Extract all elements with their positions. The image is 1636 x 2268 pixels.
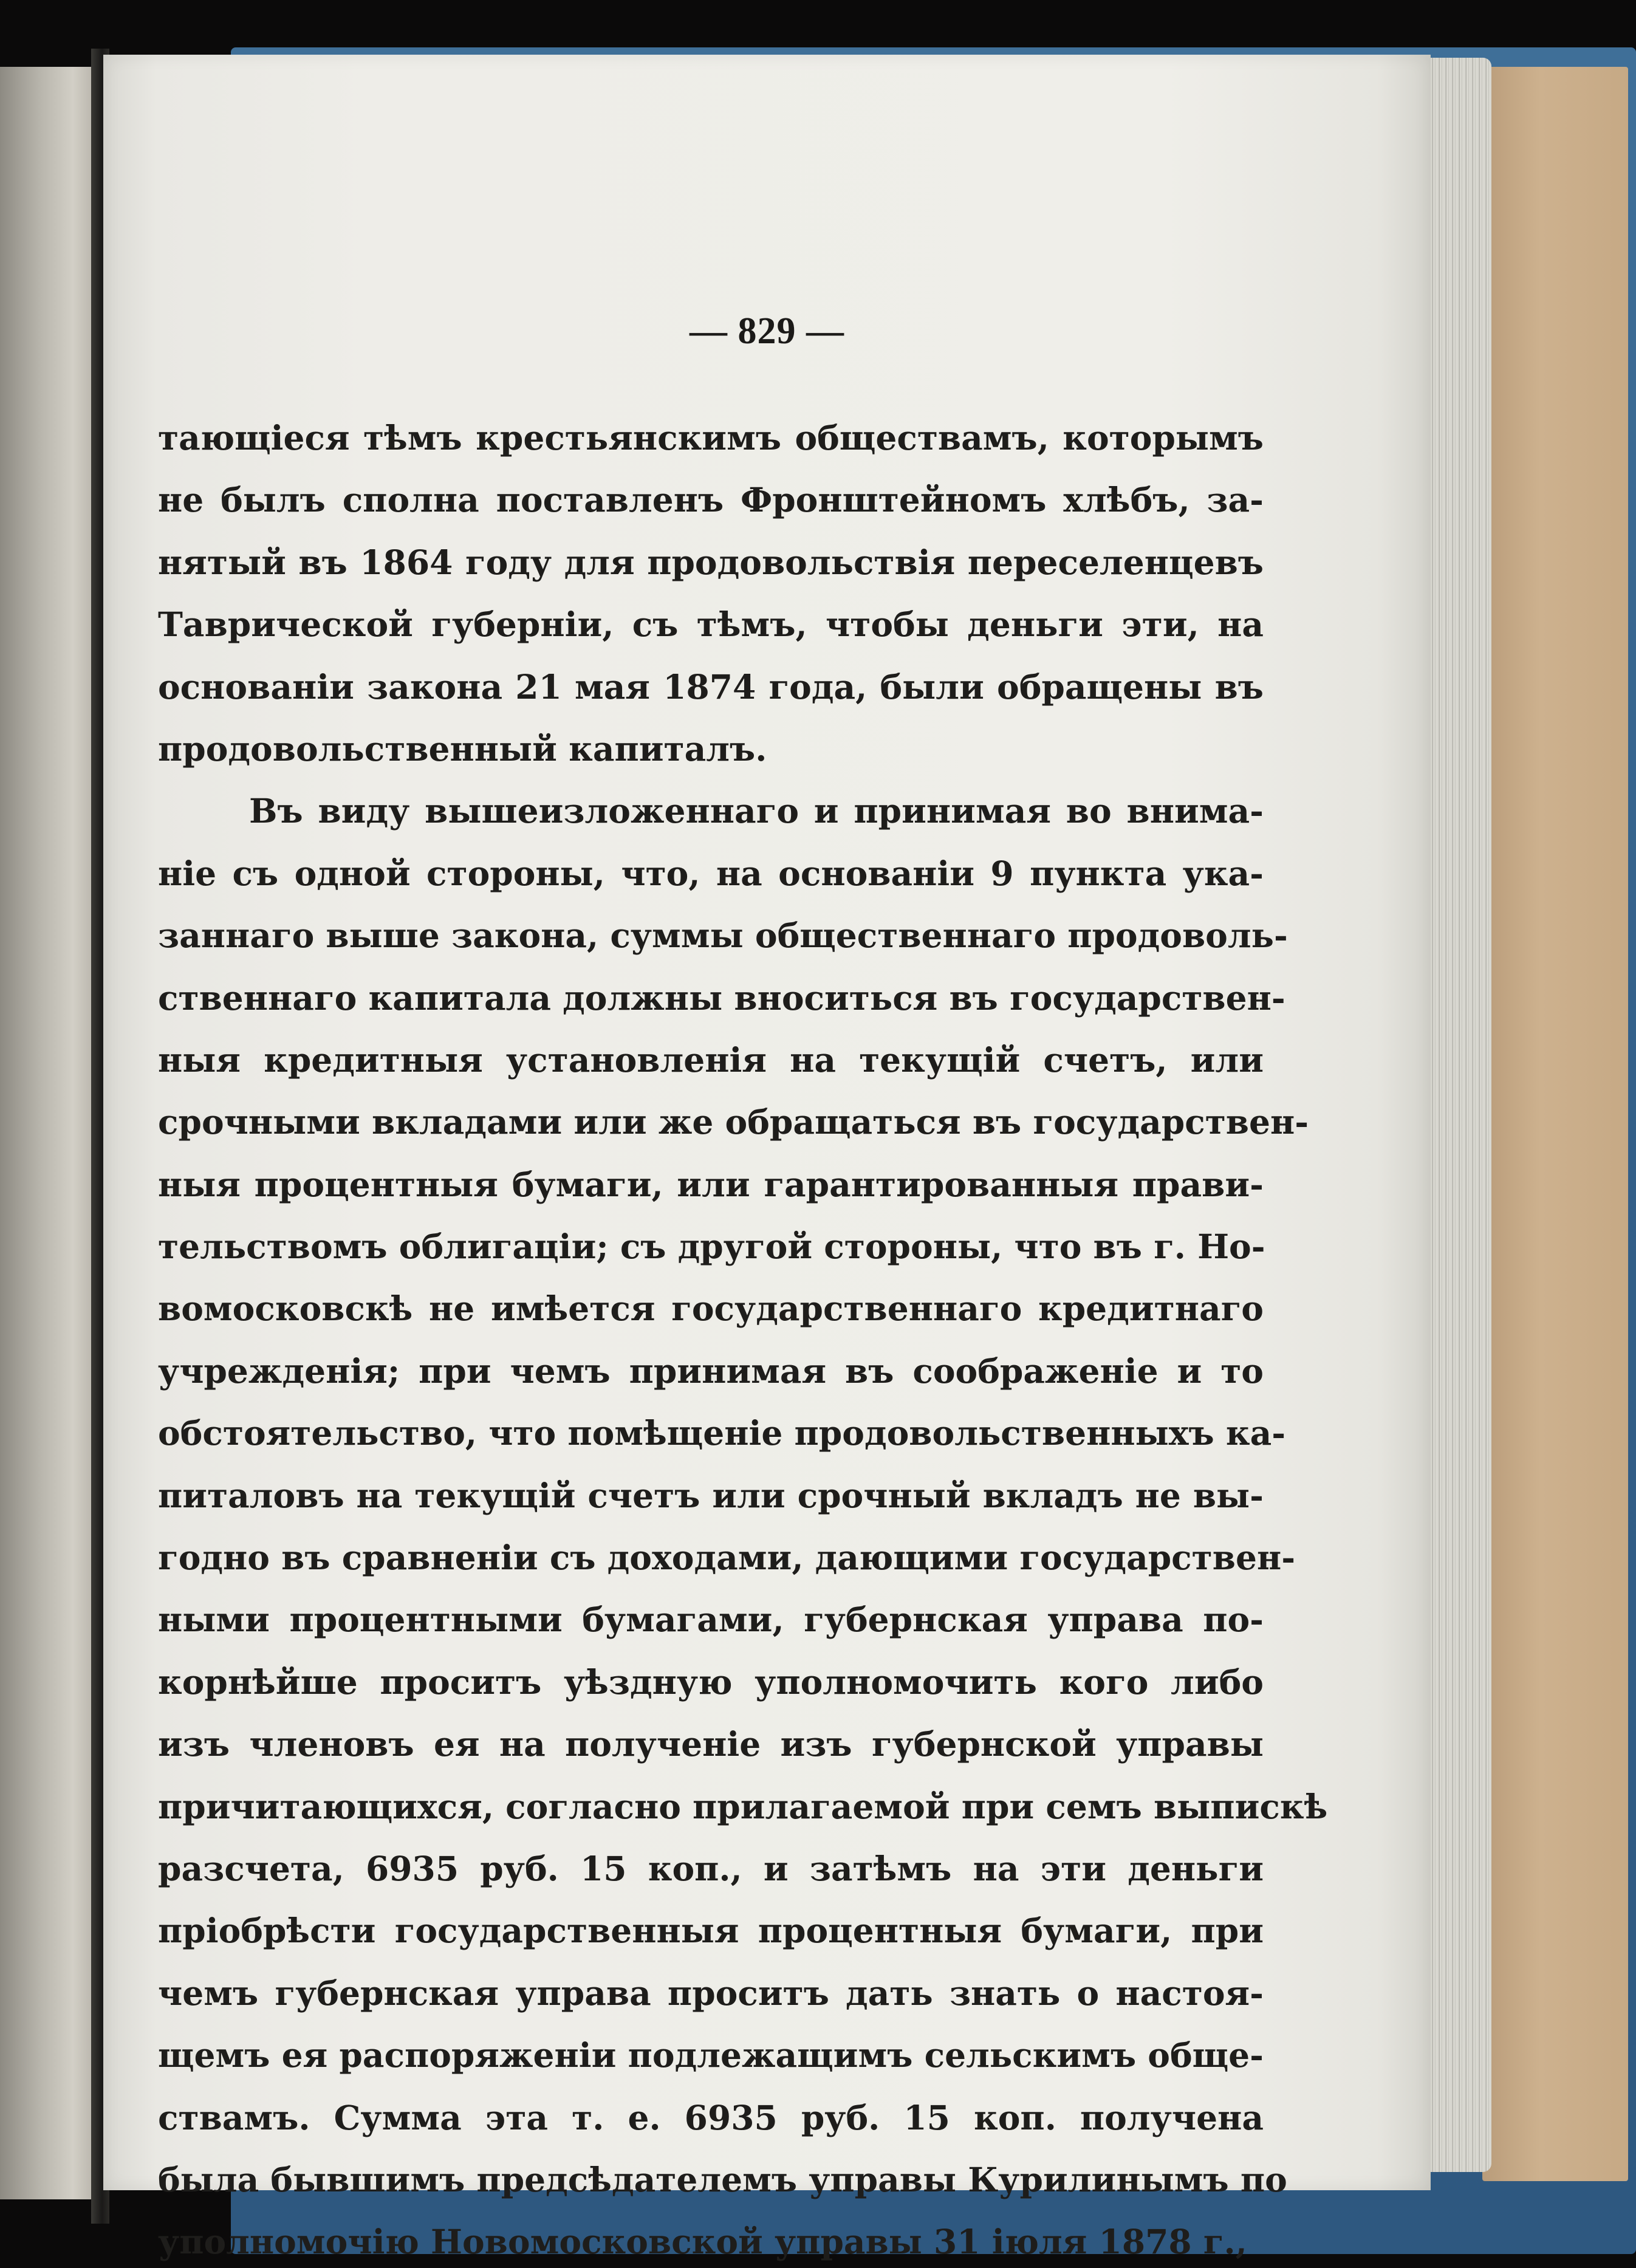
text-line: причитающихся, согласно прилагаемой при семъ выпискѣ bbox=[158, 1786, 1328, 1826]
text-line: продовольственный капиталъ. bbox=[158, 728, 767, 769]
text-line: срочными вкладами или же обращаться въ государствен- bbox=[158, 1102, 1309, 1142]
text-line: не былъ сполна поставленъ Фронштейномъ хлѣбъ, за- bbox=[158, 480, 1264, 520]
text-line: ныя процентныя бумаги, или гарантированныя прави- bbox=[158, 1164, 1264, 1204]
text-line: вомосковскѣ не имѣется государственнаго кредитнаго bbox=[158, 1289, 1264, 1329]
text-line: ныя кредитныя установленія на текущій счетъ, или bbox=[158, 1040, 1264, 1080]
text-line: обстоятельство, что помѣщеніе продовольственныхъ ка- bbox=[158, 1413, 1286, 1453]
body-text bbox=[158, 407, 1328, 2268]
text-line: изъ членовъ ея на полученіе изъ губернской управы bbox=[158, 1724, 1264, 1764]
text-line: тельствомъ облигаціи; съ другой стороны, что въ г. Но- bbox=[158, 1227, 1265, 1267]
text-line: основаніи закона 21 мая 1874 года, были обращены въ bbox=[158, 666, 1264, 707]
text-line: тающіеся тѣмъ крестьянскимъ обществамъ, которымъ bbox=[158, 418, 1264, 457]
text-line: уполномочію Новомосковской управы 31 іюля 1878 г., bbox=[158, 2222, 1247, 2262]
text-line: была бывшимъ предсѣдателемъ управы Курилинымъ по bbox=[158, 2159, 1287, 2199]
text-line: ніе съ одной стороны, что, на основаніи 9 пункта ука- bbox=[158, 853, 1264, 893]
text-line: ственнаго капитала должны вноситься въ государствен- bbox=[158, 978, 1285, 1018]
text-line: учрежденія; при чемъ принимая въ соображеніе и то bbox=[158, 1351, 1264, 1391]
text-line: годно въ сравненіи съ доходами, дающими государствен- bbox=[158, 1538, 1296, 1578]
paragraph-start-line: Въ виду вышеизложеннаго и принимая во внима- bbox=[249, 791, 1264, 831]
endpaper bbox=[1482, 67, 1628, 2181]
text-line: питаловъ на текущій счетъ или срочный вкладъ не вы- bbox=[158, 1475, 1264, 1515]
page-number: — 829 — bbox=[690, 310, 844, 352]
text-line: нятый въ 1864 году для продовольствія переселенцевъ bbox=[158, 542, 1264, 582]
facing-page-edge bbox=[0, 67, 91, 2199]
text-line: Таврической губерніи, съ тѣмъ, чтобы деньги эти, на bbox=[158, 605, 1264, 645]
text-line: разсчета, 6935 руб. 15 коп., и затѣмъ на эти деньги bbox=[158, 1848, 1264, 1888]
text-line: ствамъ. Сумма эта т. е. 6935 руб. 15 коп. получена bbox=[158, 2097, 1264, 2137]
text-line: пріобрѣсти государственныя процентныя бумаги, при bbox=[158, 1911, 1264, 1951]
text-line: корнѣйше проситъ уѣздную уполномочить кого либо bbox=[158, 1662, 1264, 1702]
text-line: заннаго выше закона, суммы общественнаго продоволь- bbox=[158, 916, 1288, 956]
text-line: чемъ губернская управа проситъ дать знать о настоя- bbox=[158, 1973, 1264, 2013]
printed-page bbox=[103, 55, 1431, 2262]
text-line: щемъ ея распоряженіи подлежащимъ сельскимъ обще- bbox=[158, 2035, 1264, 2075]
text-line: ными процентными бумагами, губернская управа по- bbox=[158, 1600, 1264, 1640]
